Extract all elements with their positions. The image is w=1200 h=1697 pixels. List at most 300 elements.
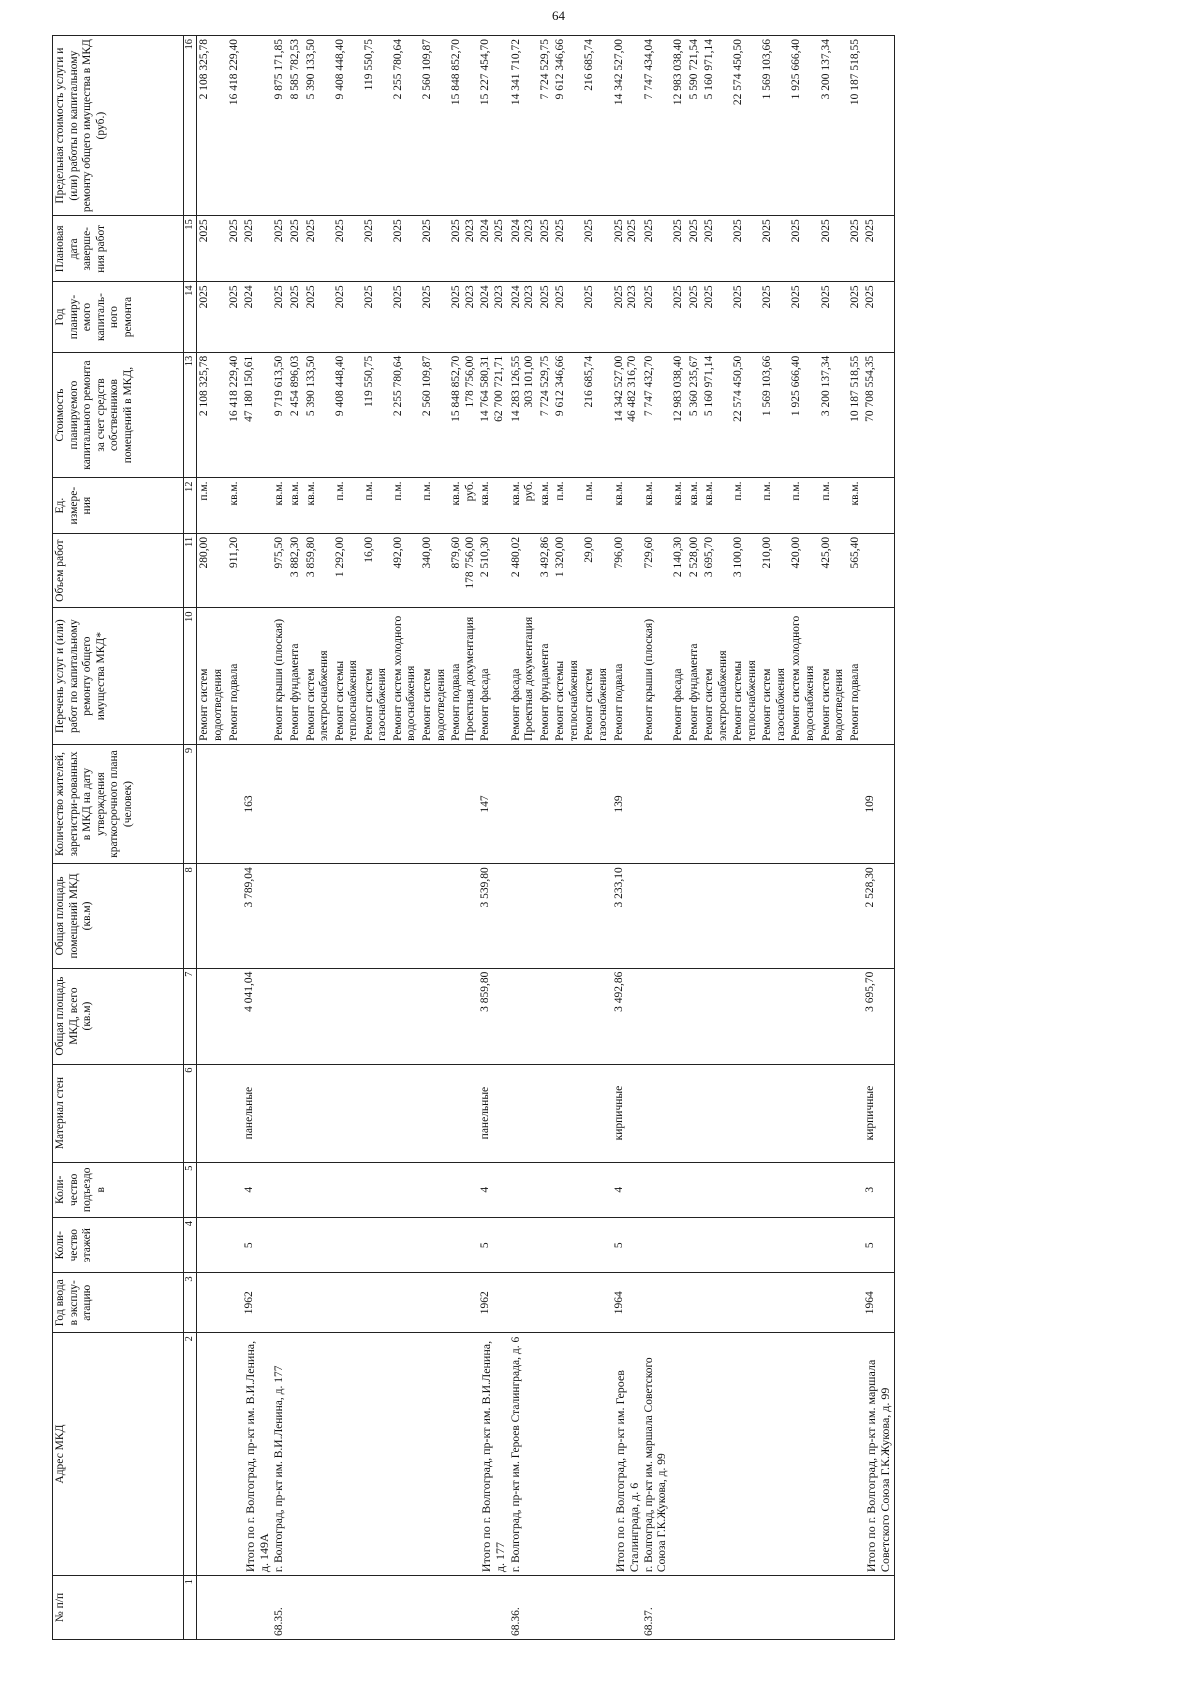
cell-entrances: [391, 1162, 420, 1217]
cell-work: Ремонт систем водоотведения: [197, 608, 227, 744]
cell-volume: 29,00: [582, 533, 611, 608]
cell-no: [362, 1576, 391, 1640]
cell-work: Ремонт системы теплоснабжения: [333, 608, 362, 744]
cell-area-total: [509, 968, 538, 1064]
cell-entrances: 4: [612, 1162, 642, 1217]
cell-residents: [642, 744, 671, 863]
column-number: 12: [184, 478, 197, 533]
cell-walls: [509, 1064, 538, 1162]
capital-repair-plan-table: [52, 35, 895, 1640]
cell-unit: п.м.: [420, 478, 449, 533]
cell-plan-year: 2025: [642, 282, 671, 352]
cell-end-year: 2025: [819, 216, 848, 282]
cell-area-rooms: [227, 864, 243, 968]
cell-work: Ремонт систем водоотведения: [819, 608, 848, 744]
cell-unit: кв.м.: [687, 478, 703, 533]
cell-walls: [671, 1064, 687, 1162]
cell-entrances: [848, 1162, 864, 1217]
cell-area-rooms: [760, 864, 789, 968]
cell-no: [789, 1576, 818, 1640]
cell-end-year: 2025: [760, 216, 789, 282]
cell-residents: [553, 744, 582, 863]
cell-no: [760, 1576, 789, 1640]
cell-entrances: [671, 1162, 687, 1217]
cell-floors: [819, 1218, 848, 1273]
cell-area-total: 3 695,70: [863, 968, 894, 1064]
cell-area-total: [449, 968, 478, 1064]
cell-walls: [760, 1064, 789, 1162]
cell-cost: 5 160 971,14: [702, 352, 731, 478]
cell-volume: 975,50: [272, 533, 288, 608]
cell-area-total: [702, 968, 731, 1064]
cell-residents: [449, 744, 478, 863]
cell-limit: 16 418 229,40: [227, 36, 243, 216]
cell-address: [731, 1333, 760, 1576]
column-number: 14: [184, 282, 197, 352]
cell-address: [304, 1333, 333, 1576]
cell-end-year: 2025: [702, 216, 731, 282]
cell-year: [582, 1273, 611, 1333]
cell-area-total: [391, 968, 420, 1064]
cell-end-year: 2025: [582, 216, 611, 282]
cell-limit: 1 569 103,66: [760, 36, 789, 216]
cell-cost: 1 925 666,40: [789, 352, 818, 478]
cell-address: [197, 1333, 227, 1576]
cell-year: [449, 1273, 478, 1333]
cell-entrances: [197, 1162, 227, 1217]
cell-end-year: 2025: [863, 216, 894, 282]
cell-address: [687, 1333, 703, 1576]
cell-plan-year: 2025: [272, 282, 288, 352]
cell-residents: [671, 744, 687, 863]
cell-area-total: [362, 968, 391, 1064]
cell-year: [789, 1273, 818, 1333]
cell-area-rooms: 3 789,04: [242, 864, 272, 968]
column-header: Предельная стоимость услуги и (или) работы по капитальному ремонту общего имущества в МКД (руб.): [53, 36, 184, 216]
cell-limit: 9 408 448,40: [333, 36, 362, 216]
cell-entrances: [272, 1162, 288, 1217]
cell-residents: [582, 744, 611, 863]
cell-volume: 879,60 178 756,00: [449, 533, 478, 608]
cell-end-year: 2025: [304, 216, 333, 282]
cell-unit: кв.м.: [227, 478, 243, 533]
table-row: [333, 36, 362, 1640]
table-body: [197, 36, 894, 1640]
cell-area-rooms: 3 233,10: [612, 864, 642, 968]
cell-end-year: 2025: [687, 216, 703, 282]
cell-walls: [582, 1064, 611, 1162]
cell-end-year: 2025: [642, 216, 671, 282]
cell-year: [642, 1273, 671, 1333]
cell-entrances: [538, 1162, 554, 1217]
cell-unit: кв.м.: [538, 478, 554, 533]
cell-cost: 7 724 529,75: [538, 352, 554, 478]
cell-area-rooms: [671, 864, 687, 968]
cell-end-year: 2024 2023: [509, 216, 538, 282]
cell-limit: 5 160 971,14: [702, 36, 731, 216]
cell-limit: 2 560 109,87: [420, 36, 449, 216]
cell-volume: 2 510,30: [478, 533, 508, 608]
column-header: Ед. измере-ния: [53, 478, 184, 533]
cell-unit: кв.м. руб.: [509, 478, 538, 533]
cell-area-rooms: [449, 864, 478, 968]
cell-area-rooms: [582, 864, 611, 968]
cell-cost: 16 418 229,40: [227, 352, 243, 478]
column-number: 5: [184, 1162, 197, 1217]
cell-residents: [197, 744, 227, 863]
cell-limit: 22 574 450,50: [731, 36, 760, 216]
table-row: [848, 36, 864, 1640]
cell-plan-year: 2025: [702, 282, 731, 352]
cell-floors: [582, 1218, 611, 1273]
column-header: Год планиру-емого капиталь-ного ремонта: [53, 282, 184, 352]
cell-year: [553, 1273, 582, 1333]
cell-residents: 147: [478, 744, 508, 863]
cell-cost: 2 454 896,03: [288, 352, 304, 478]
cell-unit: кв.м. руб.: [449, 478, 478, 533]
cell-plan-year: 2025 2023: [612, 282, 642, 352]
cell-unit: кв.м.: [671, 478, 687, 533]
cell-year: [333, 1273, 362, 1333]
cell-work: Ремонт крыши (плоская): [642, 608, 671, 744]
cell-entrances: [227, 1162, 243, 1217]
cell-entrances: 3: [863, 1162, 894, 1217]
cell-volume: 3 100,00: [731, 533, 760, 608]
cell-floors: 5: [478, 1218, 508, 1273]
column-number: 6: [184, 1064, 197, 1162]
cell-area-total: [197, 968, 227, 1064]
cell-limit: 10 187 518,55: [848, 36, 864, 216]
cell-unit: п.м.: [553, 478, 582, 533]
cell-area-total: [671, 968, 687, 1064]
cell-year: 1964: [612, 1273, 642, 1333]
cell-no: 68.36.: [509, 1576, 538, 1640]
table-row: [304, 36, 333, 1640]
cell-no: [731, 1576, 760, 1640]
cell-area-rooms: [702, 864, 731, 968]
cell-plan-year: 2025: [197, 282, 227, 352]
cell-area-total: [538, 968, 554, 1064]
cell-floors: [272, 1218, 288, 1273]
cell-year: [848, 1273, 864, 1333]
cell-walls: [848, 1064, 864, 1162]
cell-walls: [288, 1064, 304, 1162]
cell-entrances: [553, 1162, 582, 1217]
cell-year: [227, 1273, 243, 1333]
cell-unit: п.м.: [333, 478, 362, 533]
header-row: [53, 36, 184, 1640]
cell-volume: 2 528,00: [687, 533, 703, 608]
cell-address: [227, 1333, 243, 1576]
cell-year: [671, 1273, 687, 1333]
total-row: [242, 36, 272, 1640]
cell-no: [819, 1576, 848, 1640]
cell-address: [702, 1333, 731, 1576]
cell-no: [197, 1576, 227, 1640]
cell-end-year: 2025: [789, 216, 818, 282]
cell-volume: [863, 533, 894, 608]
cell-no: [671, 1576, 687, 1640]
cell-plan-year: 2025: [671, 282, 687, 352]
cell-area-rooms: [288, 864, 304, 968]
cell-plan-year: 2025: [420, 282, 449, 352]
cell-residents: [731, 744, 760, 863]
cell-floors: [197, 1218, 227, 1273]
cell-unit: п.м.: [819, 478, 848, 533]
cell-floors: [702, 1218, 731, 1273]
cell-walls: панельные: [478, 1064, 508, 1162]
page-number: 64: [552, 8, 565, 23]
cell-entrances: [304, 1162, 333, 1217]
cell-floors: [848, 1218, 864, 1273]
cell-entrances: [449, 1162, 478, 1217]
table-row: [420, 36, 449, 1640]
cell-cost: 119 550,75: [362, 352, 391, 478]
column-header: Материал стен: [53, 1064, 184, 1162]
cell-entrances: 4: [242, 1162, 272, 1217]
column-header: Коли-чество подъездо в: [53, 1162, 184, 1217]
cell-year: 1964: [863, 1273, 894, 1333]
cell-unit: кв.м.: [848, 478, 864, 533]
cell-limit: 15 848 852,70: [449, 36, 478, 216]
cell-cost: 47 180 150,61: [242, 352, 272, 478]
cell-volume: 3 859,80: [304, 533, 333, 608]
cell-floors: [642, 1218, 671, 1273]
cell-volume: 3 695,70: [702, 533, 731, 608]
column-number: 10: [184, 608, 197, 744]
table-row: [553, 36, 582, 1640]
table-row: [789, 36, 818, 1640]
column-header: Общая площадь помещений МКД (кв.м): [53, 864, 184, 968]
cell-year: [509, 1273, 538, 1333]
cell-walls: кирпичные: [612, 1064, 642, 1162]
cell-residents: [509, 744, 538, 863]
cell-year: 1962: [478, 1273, 508, 1333]
cell-end-year: 2025: [538, 216, 554, 282]
cell-area-total: [304, 968, 333, 1064]
cell-walls: [789, 1064, 818, 1162]
cell-volume: 3 492,86: [538, 533, 554, 608]
cell-entrances: [687, 1162, 703, 1217]
cell-walls: [420, 1064, 449, 1162]
cell-address: г. Волгоград, пр-кт им. маршала Советского Союза Г.К.Жукова, д. 99: [642, 1333, 671, 1576]
cell-no: [333, 1576, 362, 1640]
table-row: [642, 36, 671, 1640]
cell-area-total: [272, 968, 288, 1064]
column-header: Стоимость планируемого капитального ремонта за счет средств собственников помещений в МКД,: [53, 352, 184, 478]
cell-work: Ремонт подвала: [227, 608, 243, 744]
cell-volume: 16,00: [362, 533, 391, 608]
cell-address: [819, 1333, 848, 1576]
table-row: [538, 36, 554, 1640]
cell-volume: 1 292,00: [333, 533, 362, 608]
cell-unit: п.м.: [582, 478, 611, 533]
cell-area-total: [420, 968, 449, 1064]
total-row: [612, 36, 642, 1640]
cell-cost: 14 342 527,00 46 482 316,70: [612, 352, 642, 478]
cell-unit: [863, 478, 894, 533]
cell-walls: [687, 1064, 703, 1162]
cell-address: г. Волгоград, пр-кт им. В.И.Ленина, д. 177: [272, 1333, 288, 1576]
cell-unit: п.м.: [731, 478, 760, 533]
cell-cost: 15 848 852,70 178 756,00: [449, 352, 478, 478]
cell-end-year: 2025: [333, 216, 362, 282]
cell-cost: 14 283 126,55 303 101,00: [509, 352, 538, 478]
cell-area-total: [687, 968, 703, 1064]
cell-volume: 492,00: [391, 533, 420, 608]
cell-address: [333, 1333, 362, 1576]
cell-plan-year: 2025: [863, 282, 894, 352]
cell-no: [304, 1576, 333, 1640]
cell-walls: [304, 1064, 333, 1162]
cell-year: 1962: [242, 1273, 272, 1333]
cell-address: [449, 1333, 478, 1576]
cell-work: Ремонт системы теплоснабжения: [731, 608, 760, 744]
column-number: 11: [184, 533, 197, 608]
table-row: [760, 36, 789, 1640]
column-number: 9: [184, 744, 197, 863]
cell-limit: 119 550,75: [362, 36, 391, 216]
cell-entrances: [642, 1162, 671, 1217]
cell-end-year: 2025: [671, 216, 687, 282]
cell-volume: 3 882,30: [288, 533, 304, 608]
cell-walls: [333, 1064, 362, 1162]
table-row: [197, 36, 227, 1640]
cell-area-total: [227, 968, 243, 1064]
column-number: 3: [184, 1273, 197, 1333]
cell-unit: п.м.: [362, 478, 391, 533]
column-number: 7: [184, 968, 197, 1064]
cell-year: [304, 1273, 333, 1333]
cell-residents: [760, 744, 789, 863]
cell-unit: кв.м.: [702, 478, 731, 533]
cell-cost: 2 560 109,87: [420, 352, 449, 478]
cell-no: [538, 1576, 554, 1640]
cell-no: [687, 1576, 703, 1640]
cell-entrances: [789, 1162, 818, 1217]
cell-area-rooms: [272, 864, 288, 968]
cell-end-year: 2025: [227, 216, 243, 282]
cell-plan-year: 2025: [848, 282, 864, 352]
cell-limit: 8 585 782,53: [288, 36, 304, 216]
cell-limit: 14 342 527,00: [612, 36, 642, 216]
column-header: Общая площадь МКД, всего (кв.м): [53, 968, 184, 1064]
cell-address: г. Волгоград, пр-кт им. Героев Сталинграда, д. 6: [509, 1333, 538, 1576]
cell-entrances: [731, 1162, 760, 1217]
cell-walls: [538, 1064, 554, 1162]
table-row: [819, 36, 848, 1640]
cell-no: [863, 1576, 894, 1640]
cell-plan-year: 2024 2023: [478, 282, 508, 352]
cell-walls: [819, 1064, 848, 1162]
cell-cost: 70 708 554,35: [863, 352, 894, 478]
cell-year: [197, 1273, 227, 1333]
cell-unit: кв.м.: [612, 478, 642, 533]
cell-plan-year: 2025: [362, 282, 391, 352]
cell-cost: 5 360 235,67: [687, 352, 703, 478]
cell-floors: [509, 1218, 538, 1273]
cell-walls: [227, 1064, 243, 1162]
cell-area-total: 3 492,86: [612, 968, 642, 1064]
cell-volume: 210,00: [760, 533, 789, 608]
table-row: [509, 36, 538, 1640]
cell-residents: [848, 744, 864, 863]
cell-year: [272, 1273, 288, 1333]
cell-area-rooms: [687, 864, 703, 968]
cell-no: [227, 1576, 243, 1640]
cell-work: Ремонт фундамента: [687, 608, 703, 744]
cell-volume: 911,20: [227, 533, 243, 608]
cell-cost: 2 255 780,64: [391, 352, 420, 478]
cell-walls: панельные: [242, 1064, 272, 1162]
cell-work: Ремонт систем электроснабжения: [304, 608, 333, 744]
cell-work: Ремонт фундамента: [288, 608, 304, 744]
cell-plan-year: 2024 2023: [509, 282, 538, 352]
cell-floors: 5: [612, 1218, 642, 1273]
cell-cost: 9 719 613,50: [272, 352, 288, 478]
cell-volume: [242, 533, 272, 608]
cell-cost: 14 764 580,31 62 700 721,71: [478, 352, 508, 478]
cell-cost: 9 408 448,40: [333, 352, 362, 478]
cell-address: [789, 1333, 818, 1576]
cell-unit: п.м.: [760, 478, 789, 533]
cell-address: Итого по г. Волгоград, пр-кт им. В.И.Ленина, д. 149А: [242, 1333, 272, 1576]
cell-walls: [449, 1064, 478, 1162]
cell-end-year: 2025: [553, 216, 582, 282]
cell-end-year: 2025: [242, 216, 272, 282]
table-row: [391, 36, 420, 1640]
cell-area-total: [819, 968, 848, 1064]
cell-residents: [227, 744, 243, 863]
cell-address: [671, 1333, 687, 1576]
table-row: [449, 36, 478, 1640]
cell-entrances: [582, 1162, 611, 1217]
cell-address: Итого по г. Волгоград, пр-кт им. В.И.Ленина, д. 177: [478, 1333, 508, 1576]
cell-plan-year: 2024: [242, 282, 272, 352]
cell-limit: 1 925 666,40: [789, 36, 818, 216]
cell-no: [420, 1576, 449, 1640]
cell-walls: [197, 1064, 227, 1162]
cell-end-year: 2025: [391, 216, 420, 282]
cell-no: [612, 1576, 642, 1640]
cell-plan-year: 2025: [731, 282, 760, 352]
cell-floors: [538, 1218, 554, 1273]
cell-walls: [362, 1064, 391, 1162]
cell-no: [553, 1576, 582, 1640]
cell-work: Ремонт систем водоотведения: [420, 608, 449, 744]
cell-area-rooms: [789, 864, 818, 968]
cell-year: [362, 1273, 391, 1333]
cell-no: 68.37.: [642, 1576, 671, 1640]
cell-area-rooms: [304, 864, 333, 968]
cell-entrances: [509, 1162, 538, 1217]
cell-walls: [702, 1064, 731, 1162]
cell-entrances: [288, 1162, 304, 1217]
column-number: 1: [184, 1576, 197, 1640]
cell-floors: [789, 1218, 818, 1273]
cell-work: Ремонт подвала: [848, 608, 864, 744]
cell-walls: [731, 1064, 760, 1162]
cell-year: [288, 1273, 304, 1333]
cell-work: Ремонт систем холодного водоснабжения: [789, 608, 818, 744]
cell-work: Ремонт фундамента: [538, 608, 554, 744]
cell-cost: 216 685,74: [582, 352, 611, 478]
cell-area-rooms: [509, 864, 538, 968]
cell-residents: [538, 744, 554, 863]
cell-area-rooms: [731, 864, 760, 968]
cell-floors: [362, 1218, 391, 1273]
cell-end-year: 2025: [272, 216, 288, 282]
